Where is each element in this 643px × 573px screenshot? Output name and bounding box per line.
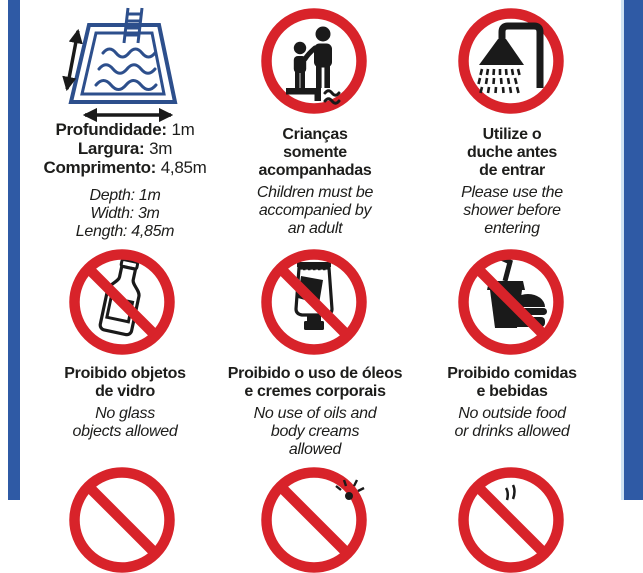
text-line: objects allowed <box>72 423 178 440</box>
pool-dimensions-icon <box>58 5 186 123</box>
prohibition-slash <box>479 488 543 552</box>
pool-dimensions-en <box>25 187 225 241</box>
pool-dimensions-text <box>25 120 225 241</box>
children-accompanied-sign <box>261 8 367 114</box>
no-food-drinks-text <box>412 365 612 441</box>
pool-water-waves <box>96 49 156 90</box>
text-line: allowed <box>288 441 342 458</box>
text-line: body creams <box>270 423 360 440</box>
shower-sign <box>458 8 564 114</box>
text-line: accompanied by <box>258 202 372 219</box>
text-line: Utilize o <box>482 126 542 143</box>
no-glass-en <box>25 405 225 441</box>
pool-dimensions-pt <box>25 120 225 177</box>
text-line: duche antes <box>466 144 558 161</box>
text-line: de entrar <box>479 162 545 179</box>
text-line: de vidro <box>95 383 155 400</box>
children-accompanied-en <box>215 184 415 238</box>
text-line: an adult <box>287 220 343 237</box>
text-line: Profundidade: 1m <box>55 120 195 139</box>
text-line: Proibido comidas <box>447 365 577 382</box>
prohibition-slash <box>282 488 346 552</box>
prohibition-sign-partial-1 <box>69 467 175 573</box>
text-line: Comprimento: 4,85m <box>43 158 207 177</box>
text-line: Depth: 1m <box>89 187 161 204</box>
text-line: Proibido objetos <box>64 365 186 382</box>
text-line: or drinks allowed <box>454 423 570 440</box>
text-line: Width: 3m <box>90 205 160 222</box>
no-oils-creams-en <box>215 405 415 459</box>
text-line: No glass <box>95 405 155 422</box>
no-oils-creams-pt <box>215 365 415 401</box>
text-line: Children must be <box>256 184 374 201</box>
text-line: e cremes corporais <box>244 383 386 400</box>
prohibition-sign-partial-3 <box>458 467 564 573</box>
text-line: e bebidas <box>476 383 548 400</box>
prohibition-slash <box>90 488 154 552</box>
no-glass-pt <box>25 365 225 401</box>
text-line: Length: 4,85m <box>75 223 175 240</box>
no-oils-creams-text <box>215 365 415 459</box>
text-line: shower before <box>463 202 561 219</box>
no-oils-creams-sign <box>261 249 367 355</box>
text-line: Proibido o uso de óleos <box>227 365 403 382</box>
text-line: No use of oils and <box>253 405 377 422</box>
no-food-drinks-sign <box>458 249 564 355</box>
text-line: entering <box>484 220 540 237</box>
shower-pt <box>412 126 612 180</box>
text-line: Crianças <box>282 126 348 143</box>
no-food-drinks-en <box>412 405 612 441</box>
no-glass-text <box>25 365 225 441</box>
water-drops-row1 <box>481 69 520 75</box>
text-line: Largura: 3m <box>77 139 173 158</box>
text-line: somente <box>283 144 347 161</box>
no-food-drinks-pt <box>412 365 612 401</box>
text-line: No outside food <box>458 405 566 422</box>
right-border-bar <box>624 0 643 500</box>
text-line: acompanhadas <box>258 162 372 179</box>
left-border-bar <box>8 0 20 500</box>
water-drops-row2 <box>479 78 517 84</box>
shower-text <box>412 126 612 238</box>
no-glass-sign <box>69 249 175 355</box>
text-line: Please use the <box>461 184 563 201</box>
water-drops-row3 <box>481 87 519 93</box>
children-accompanied-text <box>215 126 415 238</box>
wave-glyph-icon <box>506 485 515 500</box>
children-accompanied-pt <box>215 126 415 180</box>
shower-en <box>412 184 612 238</box>
prohibition-sign-partial-2 <box>261 467 367 573</box>
shower-icon <box>479 26 541 93</box>
adult-child-icon <box>286 27 339 104</box>
